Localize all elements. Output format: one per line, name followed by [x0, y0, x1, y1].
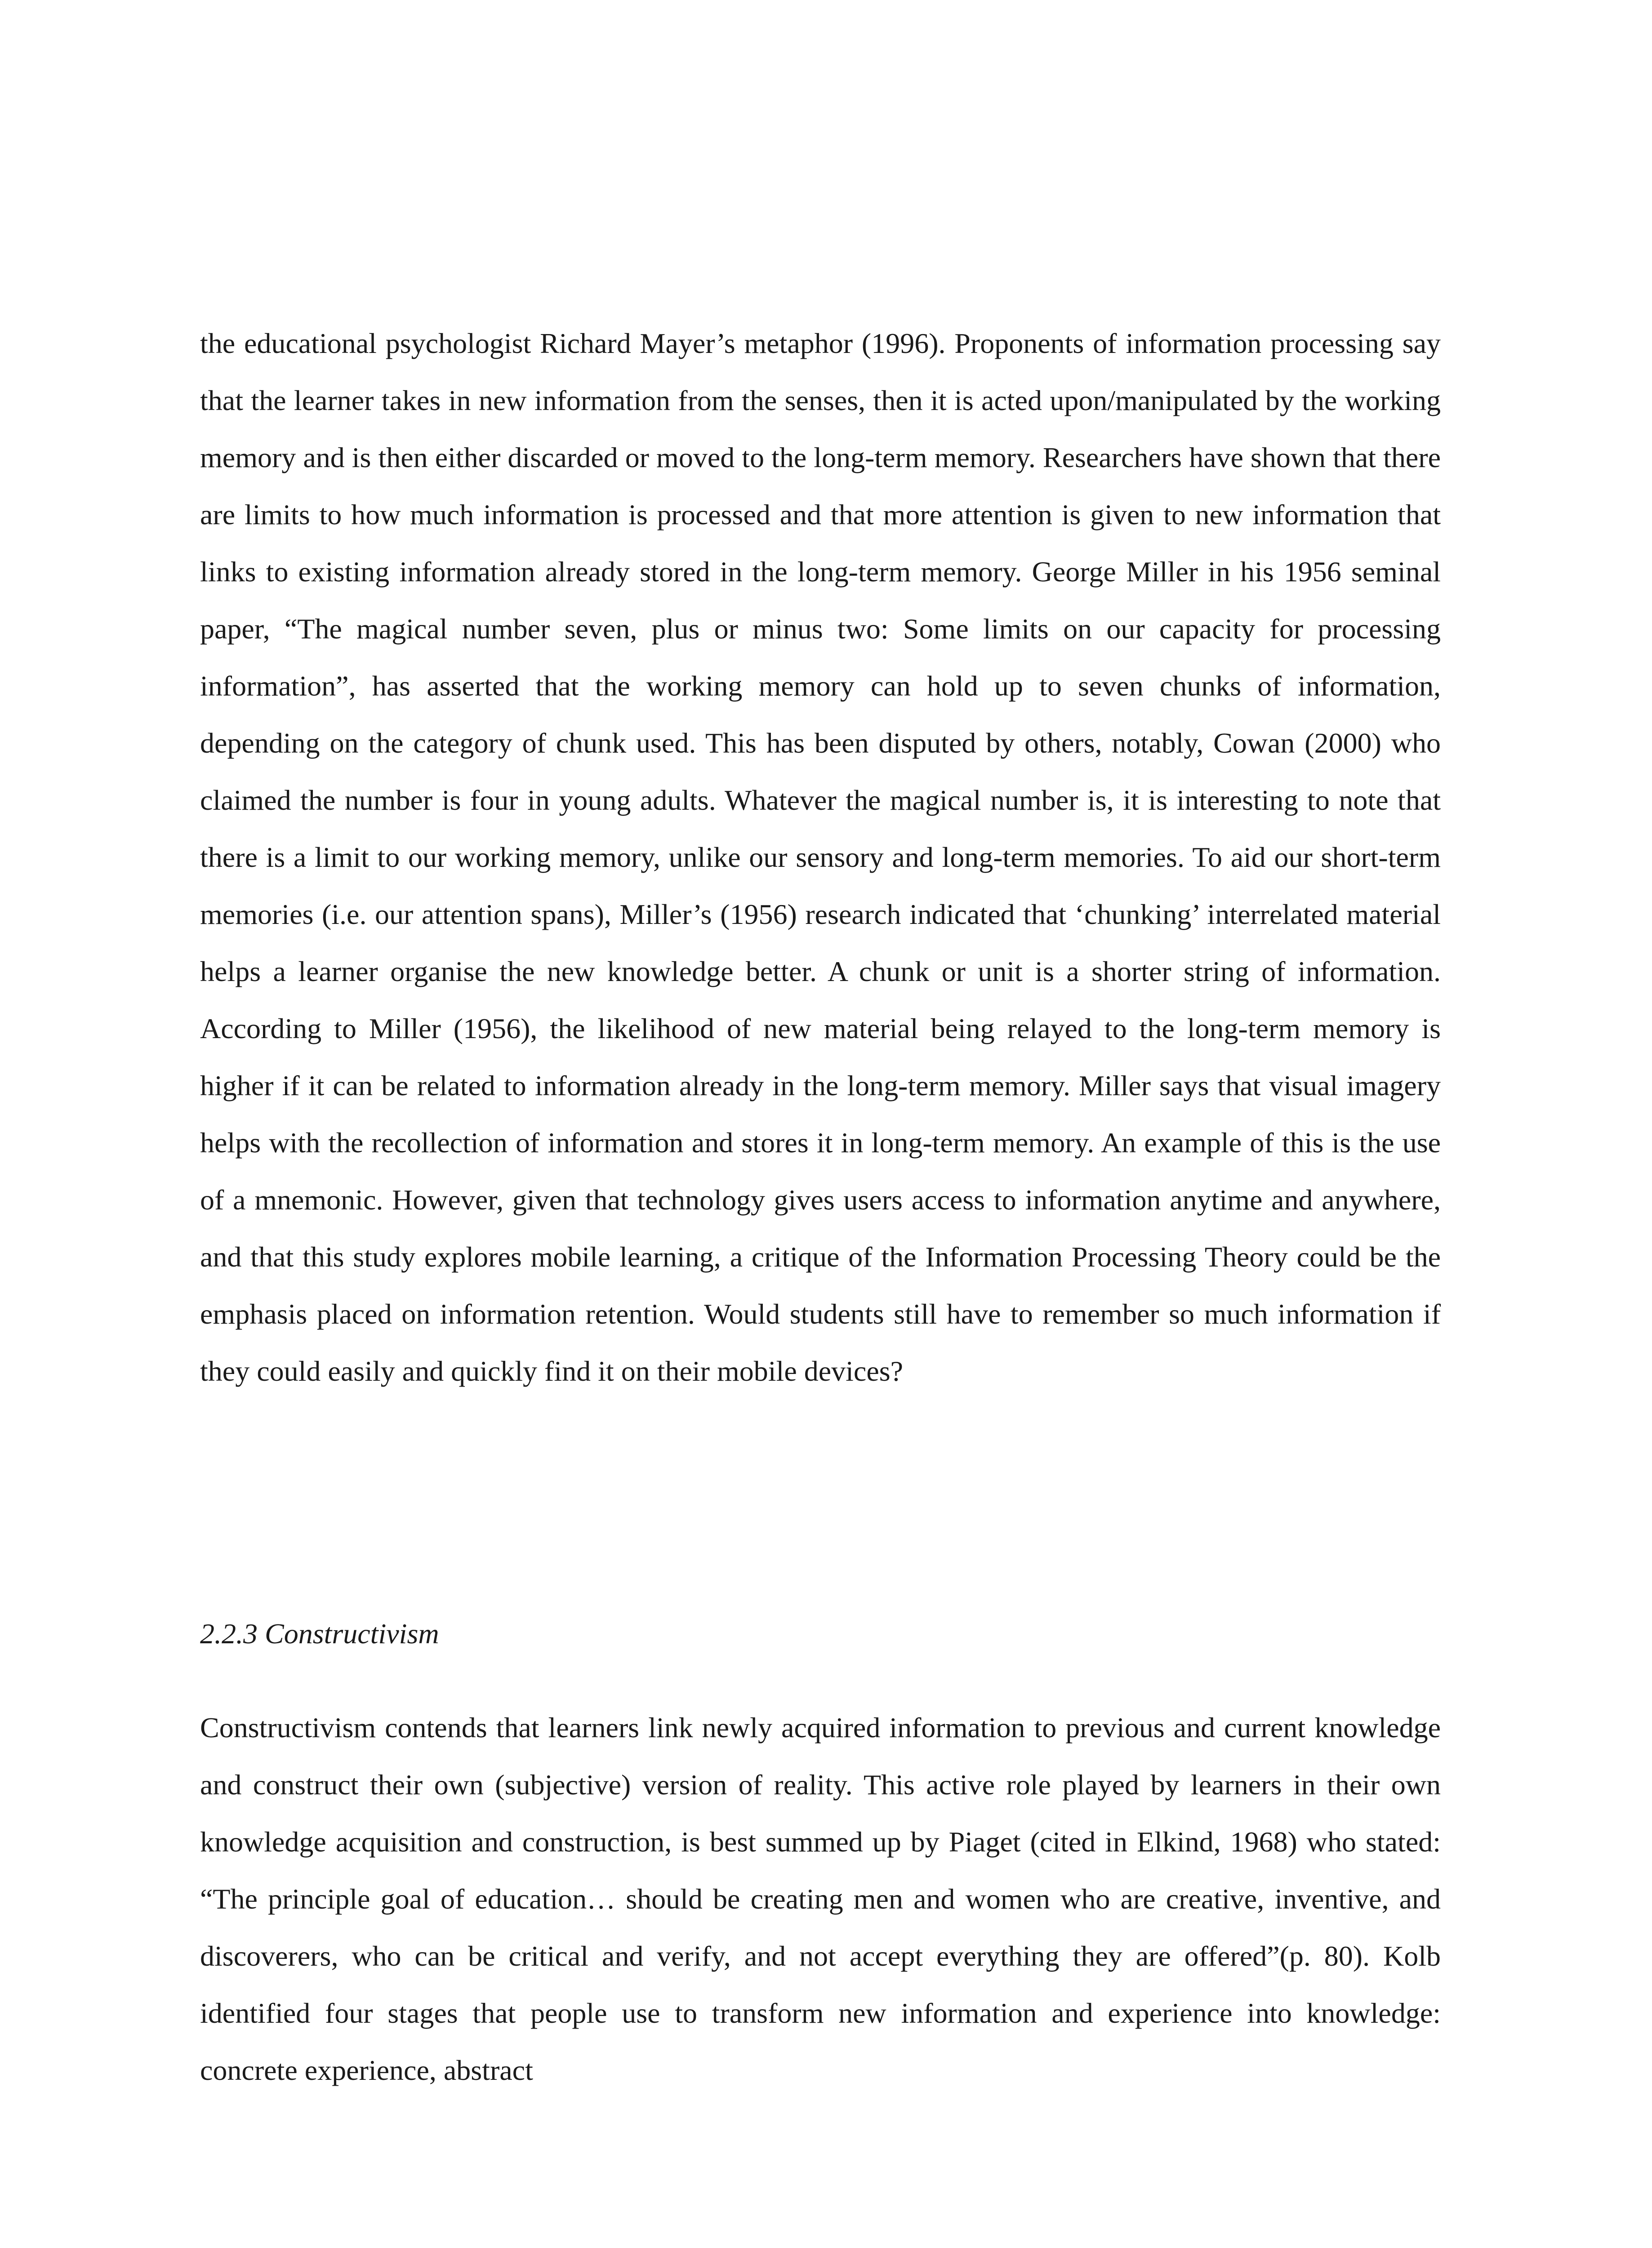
body-paragraph-constructivism: Constructivism contends that learners link newly acquired information to previous and current knowledge and construct their own (subjective) version of reality. This active role played by learners in their own knowledge acquisition and construction, is best summed up by Piaget (cited in Elkind, 1968) who stated: “The principle goal of education… should be creating men and women who are creative, inventive, and discoverers, who can be critical and verify, and not accept everything they are offered”(p. 80). Kolb identified four stages that people use to transform new information and experience into knowledge: concrete experience, abstract	[200, 1712, 1441, 2086]
section-heading: 2.2.3 Constructivism	[200, 1618, 439, 1650]
body-paragraph-information-processing: the educational psychologist Richard Mayer’s metaphor (1996). Proponents of information processing say that the learner takes in new information from the senses, then it is acted upon/manipulated by the working memory and is then either discarded or moved to the long-term memory. Researchers have shown that there are limits to how much information is processed and that more attention is given to new information that links to existing information already stored in the long-term memory. George Miller in his 1956 seminal paper, “The magical number seven, plus or minus two: Some limits on our capacity for processing information”, has asserted that the working memory can hold up to seven chunks of information, depending on the category of chunk used. This has been disputed by others, notably, Cowan (2000) who claimed the number is four in young adults. Whatever the magical number is, it is interesting to note that there is a limit to our working memory, unlike our sensory and long-term memories. To aid our short-term memories (i.e. our attention spans), Miller’s (1956) research indicated that ‘chunking’ interrelated material helps a learner organise the new knowledge better. A chunk or unit is a shorter string of information. According to Miller (1956), the likelihood of new material being relayed to the long-term memory is higher if it can be related to information already in the long-term memory. Miller says that visual imagery helps with the recollection of information and stores it in long-term memory. An example of this is the use of a mnemonic. However, given that technology gives users access to information anytime and anywhere, and that this study explores mobile learning, a critique of the Information Processing Theory could be the emphasis placed on information retention. Would students still have to remember so much information if they could easily and quickly find it on their mobile devices?	[200, 327, 1441, 1387]
